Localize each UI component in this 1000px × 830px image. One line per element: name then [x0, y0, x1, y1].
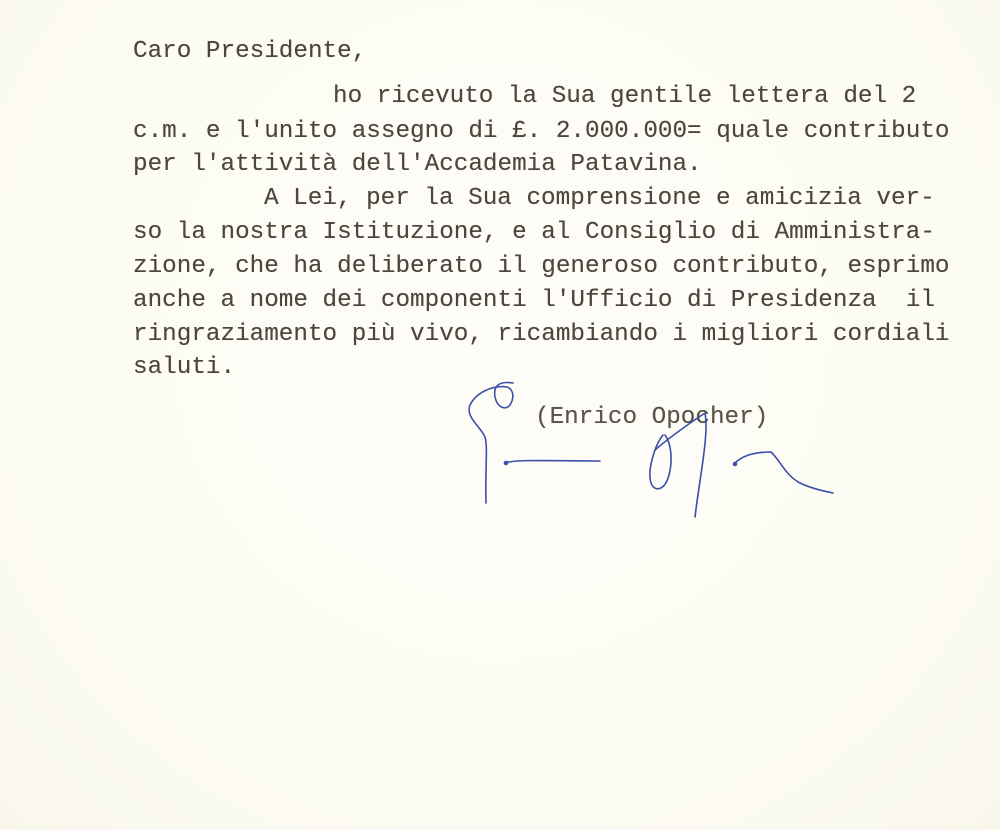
handwritten-signature-icon — [455, 375, 845, 525]
paragraph-2-line-1: A Lei, per la Sua comprensione e amicizia ver- — [264, 185, 935, 212]
paragraph-2-line-3: zione, che ha deliberato il generoso contributo, esprimo — [133, 253, 950, 280]
typed-signature-name: (Enrico Opocher) — [535, 404, 769, 431]
paragraph-2-line-2: so la nostra Istituzione, e al Consiglio di Amministra- — [133, 219, 935, 246]
paragraph-1-line-3: per l'attività dell'Accademia Patavina. — [133, 151, 702, 178]
paragraph-1-line-2: c.m. e l'unito assegno di £. 2.000.000= quale contributo — [133, 118, 950, 145]
paragraph-2-line-6: saluti. — [133, 354, 236, 381]
paragraph-1-line-1: ho ricevuto la Sua gentile lettera del 2 — [333, 83, 917, 110]
paragraph-2-line-4: anche a nome dei componenti l'Ufficio di Presidenza il — [133, 287, 935, 314]
salutation: Caro Presidente, — [133, 38, 367, 65]
paragraph-2-line-5: ringraziamento più vivo, ricambiando i migliori cordiali — [133, 321, 950, 348]
